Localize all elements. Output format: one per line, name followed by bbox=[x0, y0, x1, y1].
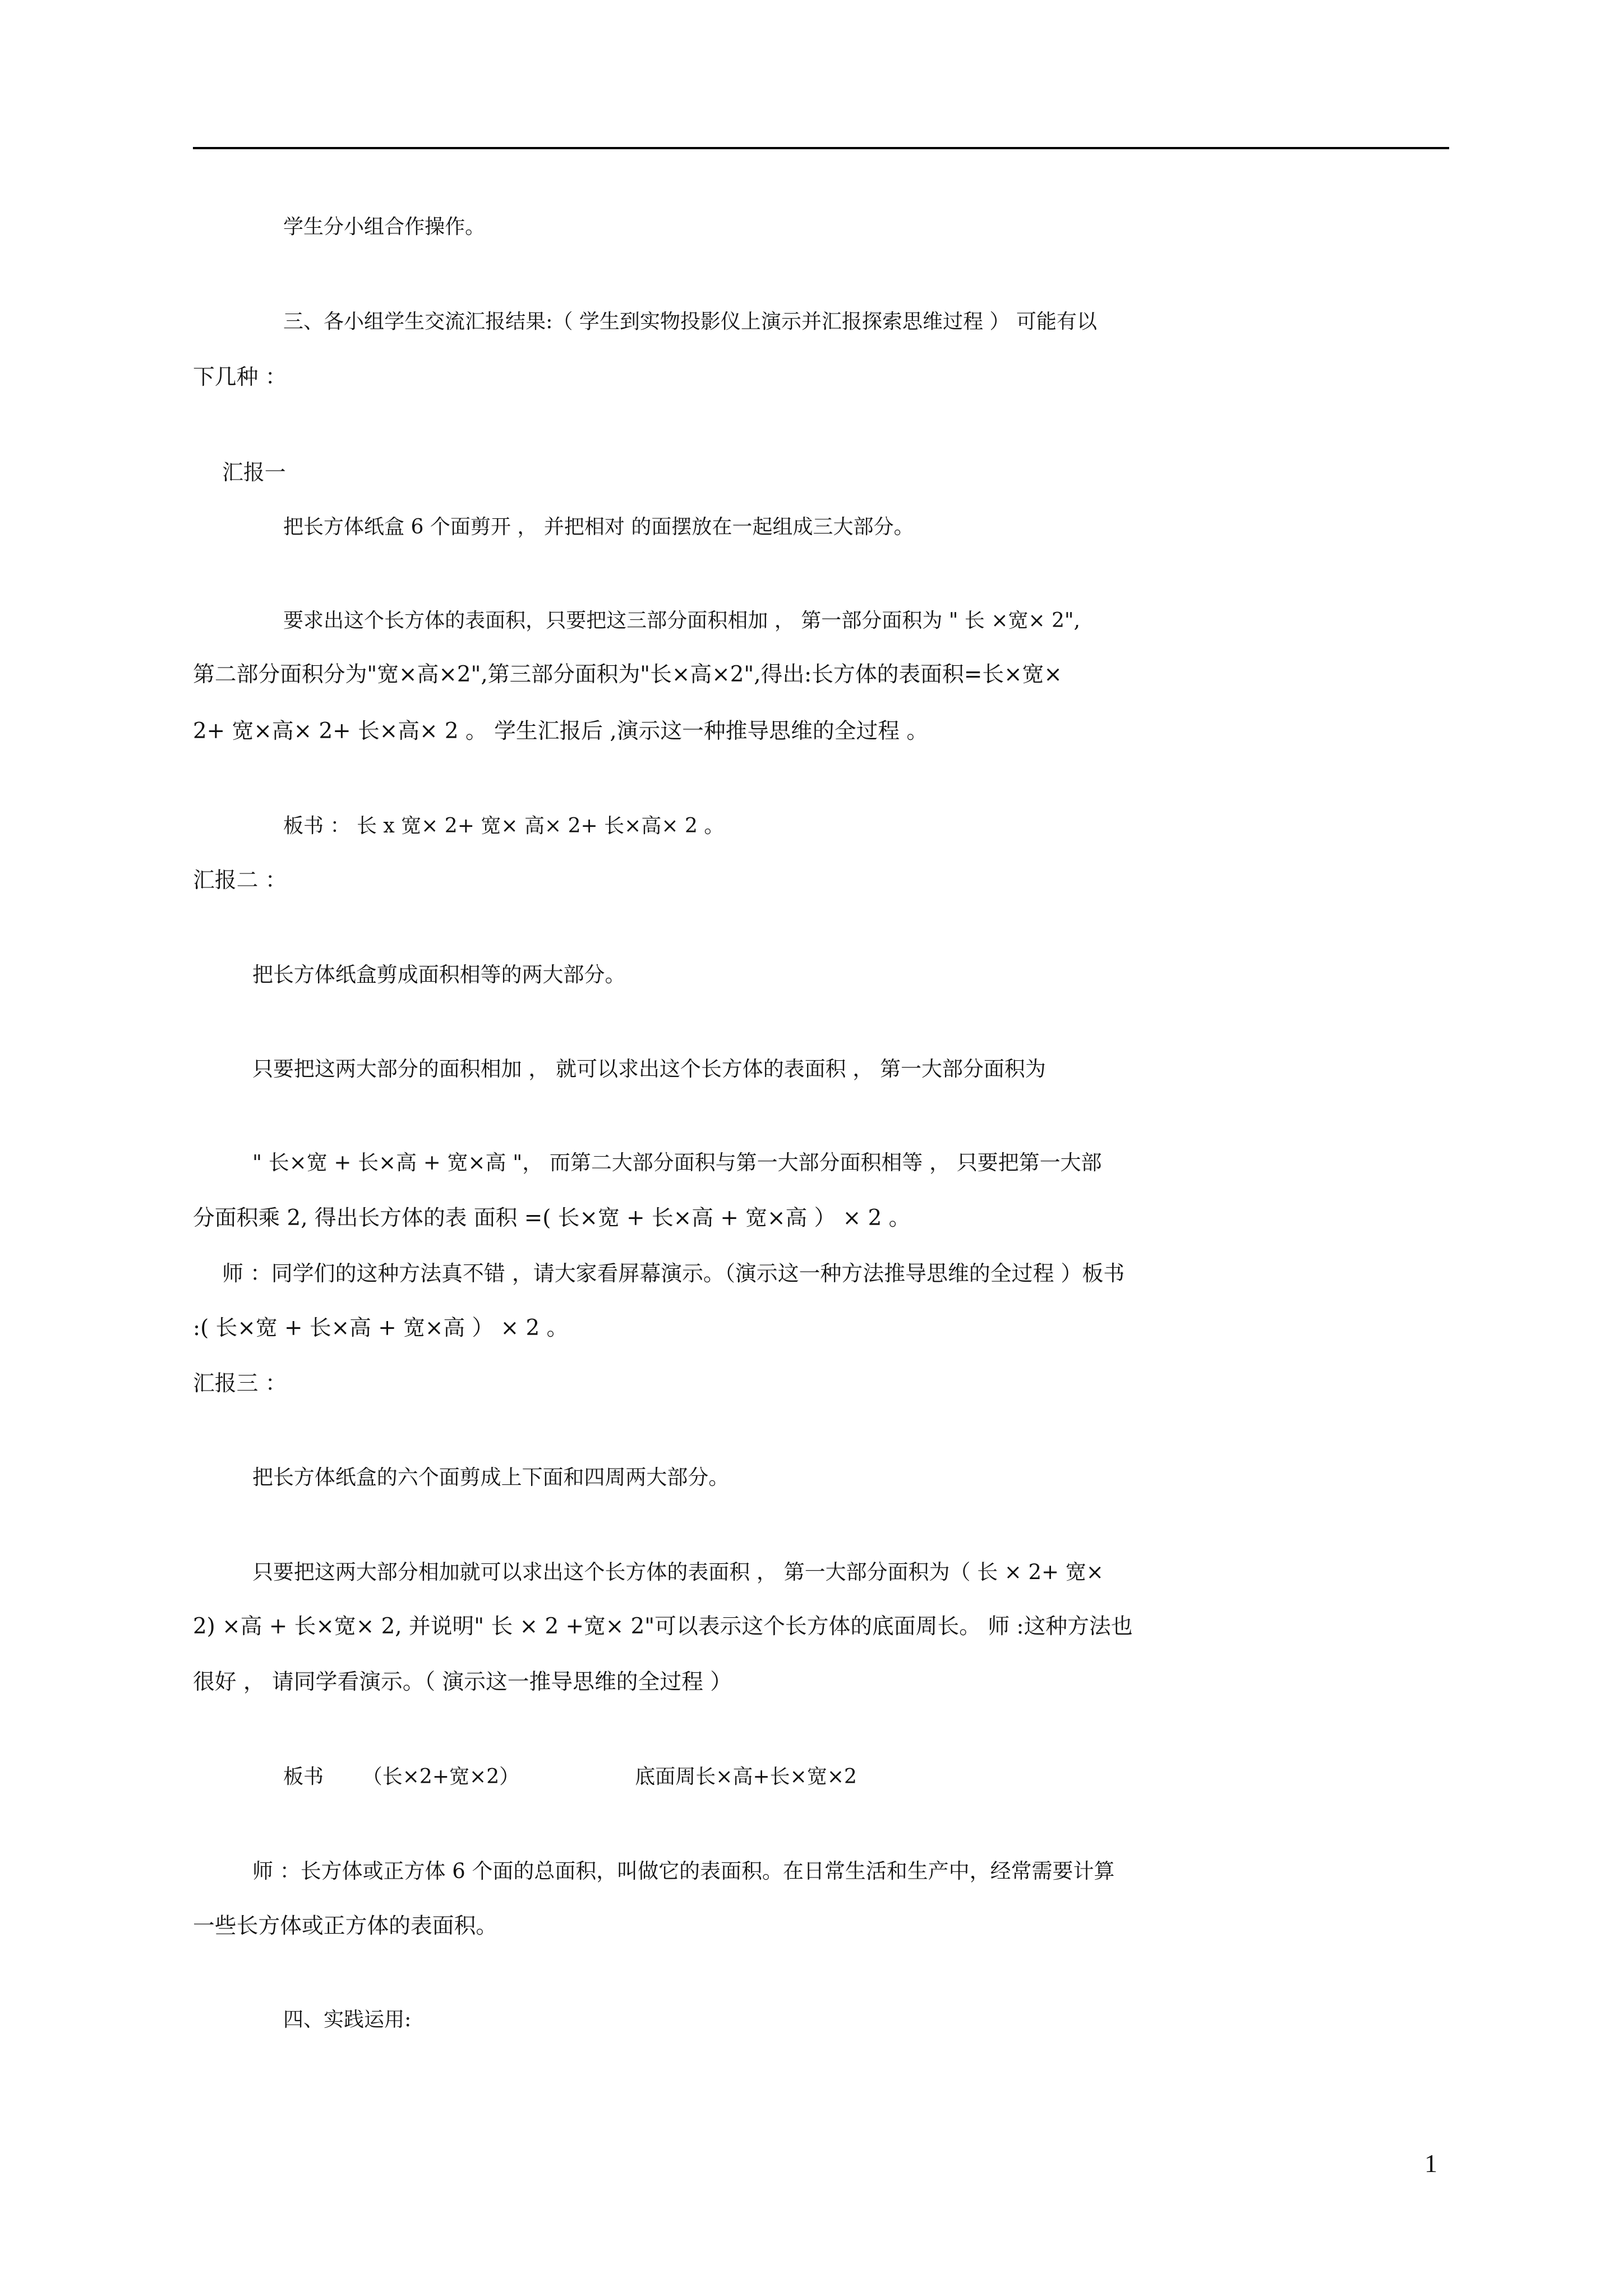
paragraph-line: 2) ×高 + 长×宽× 2, 并说明" 长 × 2 +宽× 2"可以表示这个长方体的底面周长。 师 :这种方法也 bbox=[193, 1614, 1133, 1639]
paragraph-line: 分面积乘 2, 得出长方体的表 面积 =( 长×宽 + 长×高 + 宽×高 ） × 2 。 bbox=[193, 1205, 911, 1231]
paragraph-line: :( 长×宽 + 长×高 + 宽×高 ） × 2 。 bbox=[193, 1315, 569, 1341]
paragraph-line: 汇报二 ： bbox=[193, 868, 287, 893]
paragraph-line: 2+ 宽×高× 2+ 长×高× 2 。 学生汇报后 ,演示这一种推导思维的全过程 。 bbox=[193, 719, 929, 744]
paragraph-line: 下几种 ： bbox=[193, 365, 287, 390]
paragraph-line: 师 ：长方体或正方体 6 个面的总面积，叫做它的表面积。在日常生活和生产中，经常需要计算 bbox=[252, 1859, 1115, 1883]
page-number: 1 bbox=[1424, 2149, 1437, 2178]
header-rule bbox=[193, 147, 1449, 149]
paragraph-line: 第二部分面积分为"宽×高×2",第三部分面积为"长×高×2",得出:长方体的表面积=长×宽× bbox=[193, 662, 1062, 687]
paragraph-line: 只要把这两大部分的面积相加 ， 就可以求出这个长方体的表面积 ， 第一大部分面积为 bbox=[252, 1057, 1046, 1081]
paragraph-line: 一些长方体或正方体的表面积。 bbox=[193, 1913, 498, 1939]
paragraph-line: 四、实践运用: bbox=[283, 2008, 412, 2031]
paragraph-line: 要求出这个长方体的表面积，只要把这三部分面积相加 ， 第一部分面积为 " 长 ×宽× 2", bbox=[283, 609, 1081, 632]
paragraph-line: 很好 ， 请同学看演示。（ 演示这一推导思维的全过程 ） bbox=[193, 1669, 732, 1695]
paragraph-line: 师 ：同学们的这种方法真不错 ，请大家看屏幕演示。（演示这一种方法推导思维的全过程 ）板书 bbox=[222, 1261, 1125, 1286]
paragraph-line: 汇报三 ： bbox=[193, 1371, 287, 1396]
paragraph-line: 板书 ： 长 x 宽× 2+ 宽× 高× 2+ 长×高× 2 。 bbox=[283, 815, 725, 838]
paragraph-line: 三、各小组学生交流汇报结果:（ 学生到实物投影仪上演示并汇报探索思维过程 ） 可能有以 bbox=[283, 310, 1098, 333]
paragraph-line: 学生分小组合作操作。 bbox=[283, 215, 486, 238]
paragraph-line: 只要把这两大部分相加就可以求出这个长方体的表面积 ， 第一大部分面积为（ 长 × 2+ 宽× bbox=[252, 1560, 1104, 1584]
paragraph-line: 把长方体纸盒的六个面剪成上下面和四周两大部分。 bbox=[252, 1465, 730, 1489]
paragraph-line: 板书 （长×2+宽×2） 底面周长×高+长×宽×2 bbox=[283, 1765, 857, 1788]
paragraph-line: " 长×宽 + 长×高 + 宽×高 "， 而第二大部分面积与第一大部分面积相等 ， 只要把第一大部 bbox=[252, 1151, 1102, 1175]
paragraph-line: 把长方体纸盒剪成面积相等的两大部分。 bbox=[252, 963, 626, 987]
paragraph-line: 把长方体纸盒 6 个面剪开 ， 并把相对 的面摆放在一起组成三大部分。 bbox=[283, 516, 914, 539]
paragraph-line: 汇报一 bbox=[222, 460, 286, 485]
